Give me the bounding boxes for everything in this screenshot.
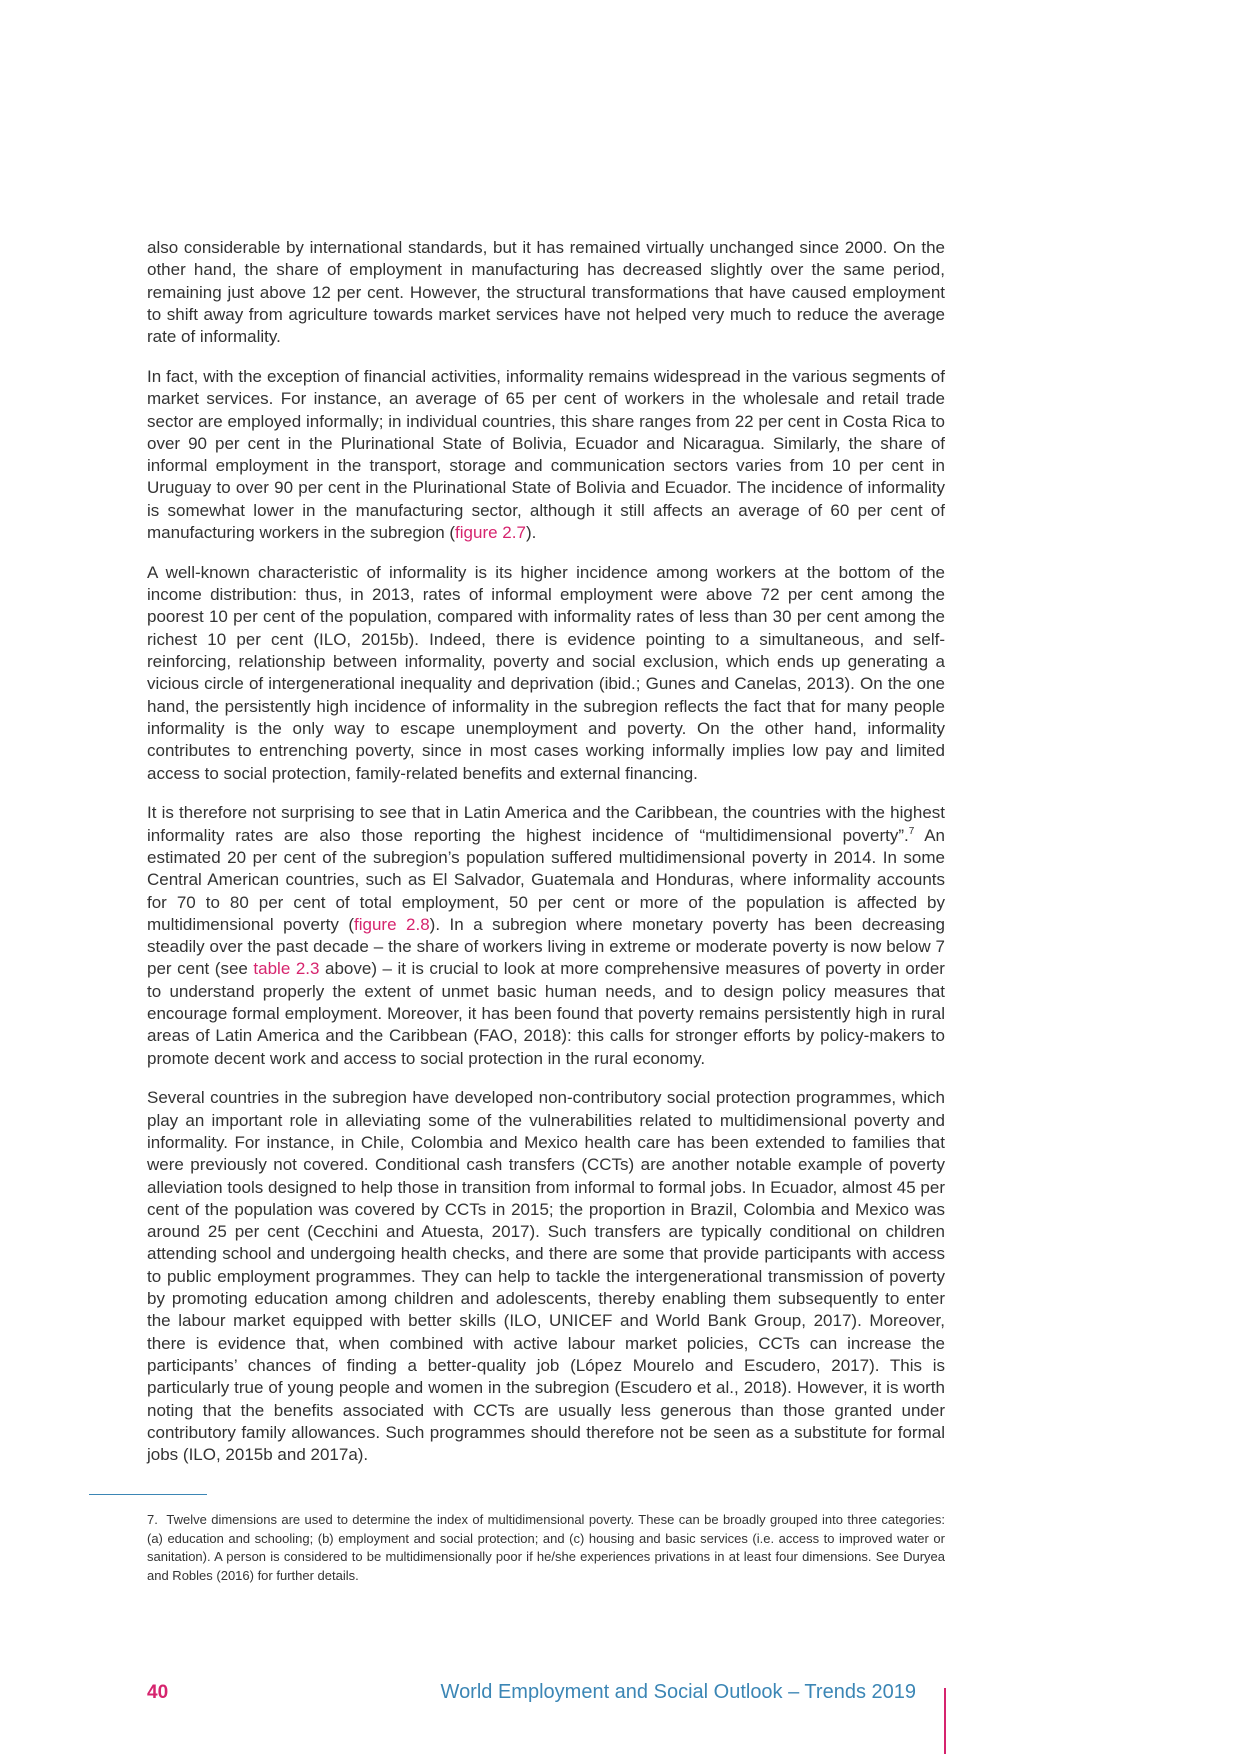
footnote-number: 7. [147, 1512, 158, 1527]
figure-2-7-link[interactable]: figure 2.7 [455, 523, 526, 543]
paragraph-1: also considerable by international standards, but it has remained virtually unchanged since 2000. On the other hand, the share of employment in manufacturing has decreased slightly over the same period, remaining just above 12 per cent. However, the structural transformations that have caused employment to shift away from agriculture towards market services have not helped very much to reduce the average rate of informality. [147, 238, 945, 347]
paragraph-5: Several countries in the subregion have developed non-contributory social protection programmes, which play an important role in alleviating some of the vulnerabilities related to multidimensional poverty and informality. For instance, in Chile, Colombia and Mexico health care has been extended to families that were previously not covered. Conditional cash transfers (CCTs) are another notable example of poverty alleviation tools designed to help those in transition from informal to formal jobs. In Ecuador, almost 45 per cent of the population was covered by CCTs in 2015; the proportion in Brazil, Colombia and Mexico was around 25 per cent (Cecchini and Atuesta, 2017). Such transfers are typically conditional on children attending school and undergoing health checks, and there are some that provide participants with access to public employment programmes. They can help to tackle the intergenerational transmission of poverty by promoting education among children and adolescents, thereby enabling them subsequently to enter the labour market equipped with better skills (ILO, UNICEF and World Bank Group, 2017). Moreover, there is evidence that, when combined with active labour market policies, CCTs can increase the participants’ chances of finding a better-quality job (López Mourelo and Escudero, 2017). This is particularly true of young people and women in the subregion (Escudero et al., 2018). However, it is worth noting that the benefits associated with CCTs are usually less generous than those granted under contributory family allowances. Such programmes should therefore not be seen as a substitute for formal jobs (ILO, 2015b and 2017a). [147, 1088, 945, 1465]
footnote-7-marker[interactable]: 7 [908, 825, 915, 837]
paragraph-4-text-a: It is therefore not surprising to see that in Latin America and the Caribbean, the countries with the highest informality rates are also those reporting the highest incidence of “multidimensional poverty”. [147, 803, 945, 845]
paragraph-4-text-c: ). In a subregion where monetary poverty has been decreasing steadily over the past decade – the share of workers living in extreme or moderate poverty is now below 7 per cent (see [147, 914, 946, 979]
paragraph-2-text-a: In fact, with the exception of financial activities, informality remains widespread in the various segments of market services. For instance, an average of 65 per cent of workers in the wholesale and retail trade sector are employed informally; in individual countries, this share ranges from 22 per cent in Costa Rica to over 90 per cent in the Plurinational State of Bolivia, Ecuador and Nicaragua. Similarly, the share of informal employment in the transport, storage and communication sectors varies from 10 per cent in Uruguay to over 90 per cent in the Plurinational State of Bolivia and Ecuador. The incidence of informality is somewhat lower in the manufacturing sector, although it still affects an average of 60 per cent of manufacturing workers in the subregion ( [147, 366, 945, 543]
table-2-3-link[interactable]: table 2.3 [253, 959, 320, 979]
paragraph-4-text-d: above) – it is crucial to look at more comprehensive measures of poverty in order to understand properly the extent of unmet basic human needs, and to design policy measures that encourage formal employment. Moreover, it has been found that poverty remains persistently high in rural areas of Latin America and the Caribbean (FAO, 2018): this calls for stronger efforts by policy-makers to promote decent work and access to social protection in the rural economy. [147, 959, 945, 1068]
footnote-divider [89, 1494, 207, 1495]
paragraph-4 [147, 802, 945, 1070]
footnote-7 [147, 1511, 945, 1585]
footer-accent-bar [944, 1688, 946, 1754]
paragraph-3: A well-known characteristic of informality is its higher incidence among workers at the bottom of the income distribution: thus, in 2013, rates of informal employment were above 72 per cent among the poorest 10 per cent of the population, compared with informality rates of less than 30 per cent among the richest 10 per cent (ILO, 2015b). Indeed, there is evidence pointing to a simultaneous, and self-reinforcing, relationship between informality, poverty and social exclusion, which ends up generating a vicious circle of intergenerational inequality and deprivation (ibid.; Gunes and Canelas, 2013). On the one hand, the persistently high incidence of informality in the subregion reflects the fact that for many people informality is the only way to escape unemployment and poverty. On the other hand, informality contributes to entrenching poverty, since in most cases working informally implies low pay and limited access to social protection, family-related benefits and external financing. [147, 562, 945, 783]
figure-2-8-link[interactable]: figure 2.8 [354, 914, 430, 934]
running-title: World Employment and Social Outlook – Trends 2019 [440, 1681, 916, 1703]
page-number: 40 [147, 1682, 169, 1703]
footnote-text: Twelve dimensions are used to determine the index of multidimensional poverty. These can be broadly grouped into three categories: (a) education and schooling; (b) employment and social protection; and (c) housing and basic services (i.e. access to improved water or sanitation). A person is considered to be multidimensionally poor if he/she experiences privations in at least four dimensions. See Duryea and Robles (2016) for further details. [147, 1512, 945, 1583]
main-text [147, 237, 945, 1484]
paragraph-4-text-b: An estimated 20 per cent of the subregion’s population suffered multidimensional poverty in 2014. In some Central American countries, such as El Salvador, Guatemala and Honduras, where informality accounts for 70 to 80 per cent of total employment, 50 per cent or more of the population is affected by multidimensional poverty ( [147, 825, 945, 934]
paragraph-2-text-b: ). [525, 523, 537, 543]
paragraph-2 [147, 366, 945, 544]
